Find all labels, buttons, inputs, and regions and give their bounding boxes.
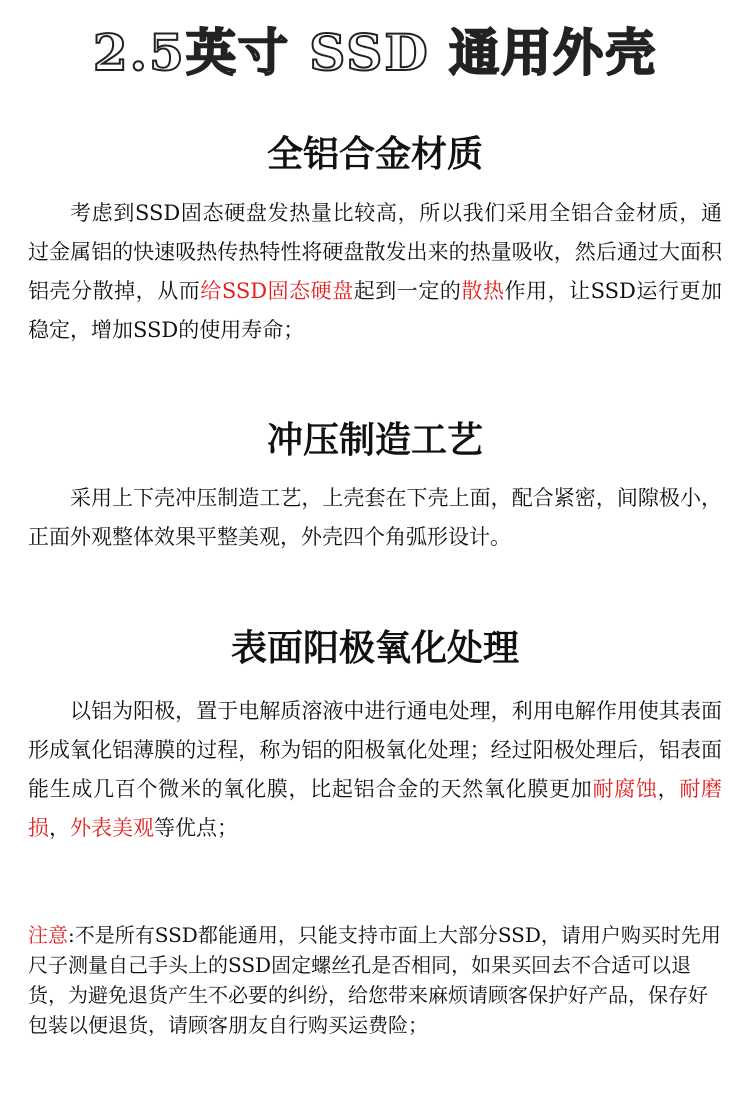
page-title: 2.5英寸 SSD 通用外壳 [92, 23, 658, 82]
body-text: 等优点； [154, 816, 238, 840]
notice-label: 注意 [28, 923, 68, 947]
section-heading-aluminum: 全铝合金材质 [266, 134, 483, 175]
notice-text: :不是所有SSD都能通用，只能支持市面上大部分SSD，请用户购买时先用尺子测量自己手头上的SSD固定螺丝孔是否相同，如果买回去不合适可以退货，为避免退货产生不必要的纠纷，给您带来麻烦请顾客保护好产品，保存好包装以便退货，请顾客朋友自行购买运费险； [28, 923, 721, 1037]
section-body-anodizing [28, 692, 722, 848]
body-text: ， [657, 777, 680, 801]
body-text: 起到一定的 [353, 279, 462, 303]
notice-paragraph [28, 920, 722, 1040]
section-body-stamping [28, 479, 722, 557]
body-text: 以铝为阳极，置于电解质溶液中进行通电处理，利用电解作用使其表面形成氧化铝薄膜的过程，称为铝的阳极氧化处理；经过阳极处理后，铝表面能生成几百个微米的氧化膜，比起铝合金的天然氧化膜更加 [28, 699, 722, 801]
body-text: 采用上下壳冲压制造工艺，上壳套在下壳上面，配合紧密，间隙极小，正面外观整体效果平整美观，外壳四个角弧形设计。 [28, 486, 722, 549]
highlight-text: 给SSD固态硬盘 [200, 279, 354, 303]
body-text: ， [49, 816, 70, 840]
highlight-text: 散热 [461, 279, 505, 303]
section-heading-stamping: 冲压制造工艺 [266, 420, 483, 461]
section-heading-anodizing: 表面阳极氧化处理 [230, 628, 519, 669]
highlight-text: 耐腐蚀 [592, 777, 658, 801]
body-text: 作用，让SSD运行更加稳定，增加SSD的使用寿命； [28, 279, 723, 342]
highlight-text: 耐磨损 [28, 777, 723, 840]
highlight-text: 外表美观 [70, 816, 154, 840]
section-body-aluminum [28, 194, 722, 350]
body-text: 考虑到SSD固态硬盘发热量比较高，所以我们采用全铝合金材质，通过金属铝的快速吸热传热特性将硬盘散发出来的热量吸收，然后通过大面积铝壳分散掉，从而 [28, 201, 722, 303]
